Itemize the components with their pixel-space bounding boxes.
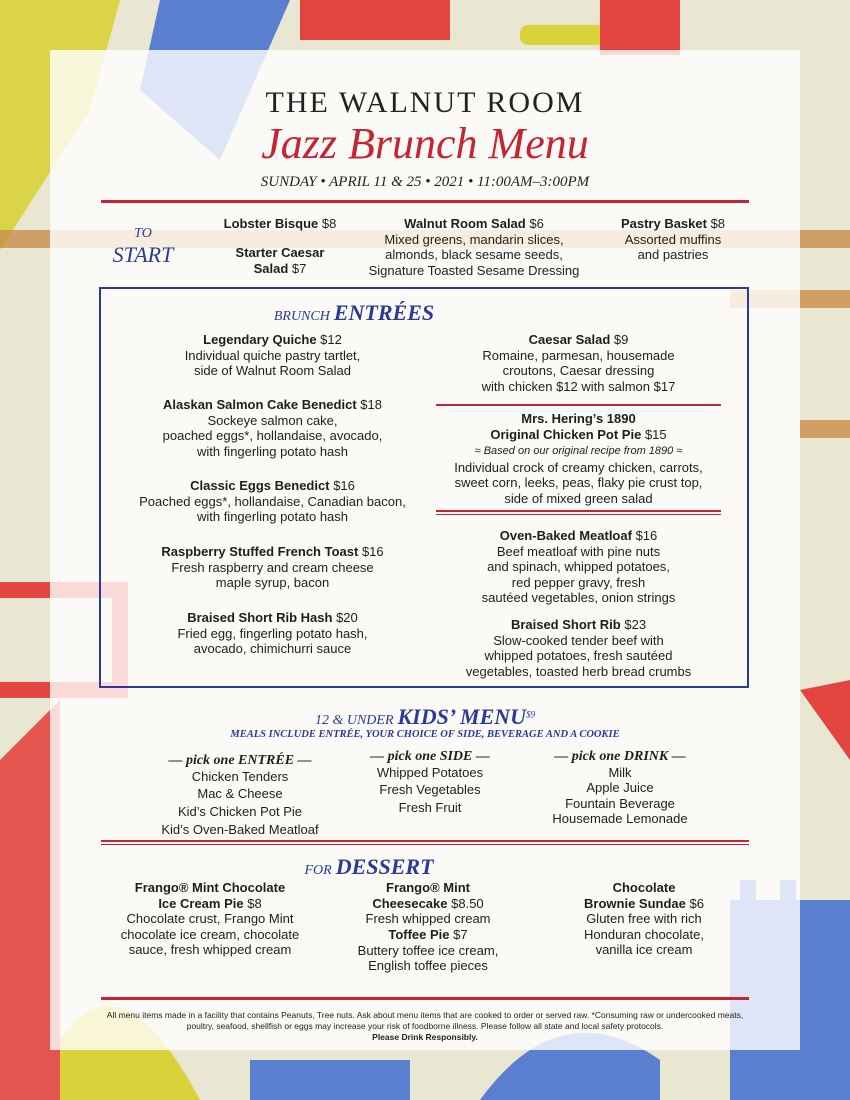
dessert-divider-b [101,844,749,845]
kids-drink-column: — pick one DRINK — Milk Apple Juice Fountain Beverage Housemade Lemonade [552,749,688,826]
kids-entree-column: — pick one ENTRÉE — Chicken Tenders Mac & Cheese Kid’s Chicken Pot Pie Kid’s Oven-Baked Meatloaf [161,753,319,837]
starter-caesar-salad: Starter Caesar Salad $7 [235,245,325,276]
dessert-toffee-pie: Toffee Pie $7 Buttery toffee ice cream, English toffee pieces [357,927,499,973]
entree-chicken-pot-pie: Mrs. Hering’s 1890 Original Chicken Pot Pie $15 ≈ Based on our original recipe from 1890 ≈ Individual crock of creamy chicken, carrots, sweet corn, leeks, peas, flaky pie crust top, side of mixed green salad [454,411,703,506]
entree-french-toast: Raspberry Stuffed French Toast $16 Fresh raspberry and cream cheese maple syrup, bacon [161,544,384,590]
date-line: SUNDAY • APRIL 11 & 25 • 2021 • 11:00AM–3:00PM [260,174,590,190]
entree-divider-1 [436,404,721,406]
entree-braised-short-rib: Braised Short Rib $23 Slow-cooked tender beef with whipped potatoes, fresh sautéed vegetables, toasted herb bread crumbs [465,617,692,679]
entree-legendary-quiche: Legendary Quiche $12 Individual quiche pastry tartlet, side of Walnut Room Salad [184,332,361,378]
dessert-brownie-sundae: Chocolate Brownie Sundae $6 Gluten free with rich Honduran chocolate, vanilla ice cream [584,880,704,957]
dessert-frango-ice-cream-pie: Frango® Mint Chocolate Ice Cream Pie $8 Chocolate crust, Frango Mint chocolate ice cream, chocolate sauce, fresh whipped cream [120,880,300,957]
kids-side-column: — pick one SIDE — Whipped Potatoes Fresh Vegetables Fresh Fruit [370,749,490,815]
starter-lobster-bisque: Lobster Bisque $8 [223,216,337,231]
restaurant-name: THE WALNUT ROOM [265,86,585,119]
kids-menu-heading: 12 & UNDER KIDS’ $MENU^{\$9}$ [314,704,536,729]
footer-divider [101,997,749,1000]
to-start-heading: TO START [112,226,174,267]
dessert-heading: FOR DESSERT [304,854,434,879]
dessert-frango-cheesecake: Frango® Mint Cheesecake $8.50 Fresh whipped cream [365,880,491,926]
entrees-heading: BRUNCH ENTRÉES [273,300,435,325]
starter-walnut-room-salad: Walnut Room Salad $6 Mixed greens, mandarin slices, almonds, black sesame seeds, Signature Toasted Sesame Dressing [368,216,580,278]
allergen-disclaimer: All menu items made in a facility that contains Peanuts, Tree nuts. Ask about menu items that are cooked to order or served raw. *Consuming raw or undercooked meats, poultry, seafood, shellfish or eggs may increase your risk of foodborne illness. Please follow all state and local safety protocols. Please Drink Responsibly. [106,1010,744,1042]
entree-divider-2 [436,510,721,512]
kids-menu-subheading: MEALS INCLUDE ENTRÉE, YOUR CHOICE OF SIDE, BEVERAGE AND A COOKIE [230,729,620,740]
header-divider [101,200,749,203]
entree-divider-2b [436,514,721,515]
entree-salmon-cake-benedict: Alaskan Salmon Cake Benedict $18 Sockeye salmon cake, poached eggs*, hollandaise, avocado, with fingerling potato hash [162,397,383,459]
entree-short-rib-hash: Braised Short Rib Hash $20 Fried egg, fingerling potato hash, avocado, chimichurri sauce [177,610,368,656]
starter-pastry-basket: Pastry Basket $8 Assorted muffins and pastries [620,216,726,262]
menu-title: Jazz Brunch Menu [261,119,589,168]
entree-meatloaf: Oven-Baked Meatloaf $16 Beef meatloaf with pine nuts and spinach, whipped potatoes, red pepper gravy, fresh sautéed vegetables, onion strings [481,528,676,605]
dessert-divider [101,840,749,842]
entree-classic-eggs-benedict: Classic Eggs Benedict $16 Poached eggs*, hollandaise, Canadian bacon, with fingerling potato hash [139,478,406,524]
entree-caesar-salad: Caesar Salad $9 Romaine, parmesan, housemade croutons, Caesar dressing with chicken $12 with salmon $17 [481,332,676,394]
